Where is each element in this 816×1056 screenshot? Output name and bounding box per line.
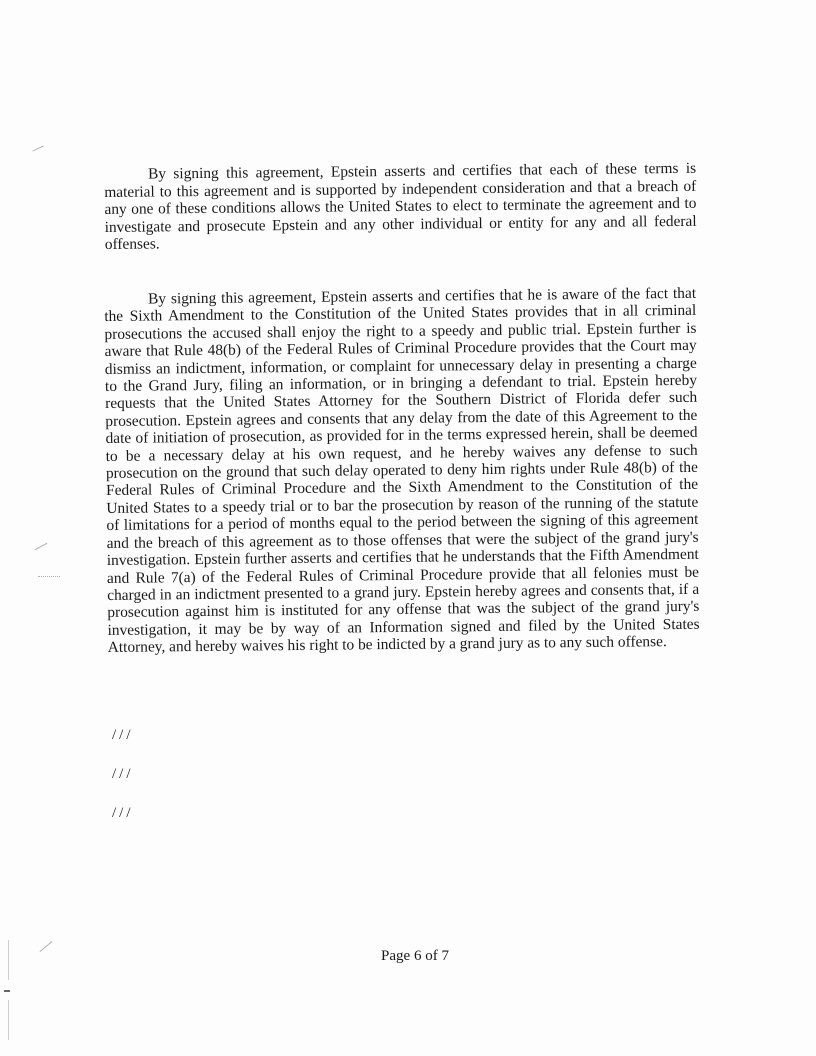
scan-mark: [8, 940, 9, 980]
scan-mark: [40, 941, 53, 952]
separator-slashes: ///: [112, 766, 134, 782]
paragraph-speedy-trial-waiver: By signing this agreement, Epstein asserts and certifies that he is aware of the fact that the Sixth Amendment to the Constitution of the United States provides that in all criminal prosecutions the accused shall enjoy the right to a speedy and public trial. Epstein further is aware that Rule 48(b) of the Federal Rules of Criminal Procedure provides that the Court may dismiss an indictment, information, or complaint for unnecessary delay in presenting a charge to the Grand Jury, filing an information, or in bringing a defendant to trial. Epstein hereby requests that the United States Attorney for the Southern District of Florida defer such prosecution. Epstein agrees and consents that any delay from the date of this Agreement to the date of initiation of prosecution, as provided for in the terms expressed herein, shall be deemed to be a necessary delay at his own request, and he hereby waives any defense to such prosecution on the ground that such delay operated to deny him rights under Rule 48(b) of the Federal Rules of Criminal Procedure and the Sixth Amendment to the Constitution of the United States to a speedy trial or to bar the prosecution by reason of the running of the statute of limitations for a period of months equal to the period between the signing of this agreement and the breach of this agreement as to those offenses that were the subject of the grand jury's investigation. Epstein further asserts and certifies that he understands that the Fifth Amendment and Rule 7(a) of the Federal Rules of Criminal Procedure provide that all felonies must be charged in an indictment presented to a grand jury. Epstein hereby agrees and consents that, if a prosecution against him is instituted for any offense that was the subject of the grand jury's investigation, it may be by way of an Information signed and filed by the United States Attorney, and hereby waives his right to be indicted by a grand jury as to any such offense.: [104, 284, 700, 657]
page-number-footer: Page 6 of 7: [381, 948, 449, 964]
separator-slashes: ///: [112, 805, 134, 821]
scan-mark: [35, 543, 48, 550]
separator-slashes: ///: [112, 727, 134, 743]
paragraph-certification-terms: By signing this agreement, Epstein asserts and certifies that each of these terms is material to this agreement and is supported by independent consideration and that a breach of any one of these conditions allows the United States to elect to terminate the agreement and to investigate and prosecute Epstein and any other individual or entity for any and all federal offenses.: [104, 159, 697, 254]
scan-mark: [32, 146, 43, 152]
scan-mark: [8, 1000, 9, 1040]
scan-mark: [38, 576, 60, 577]
scan-mark: [4, 990, 10, 992]
